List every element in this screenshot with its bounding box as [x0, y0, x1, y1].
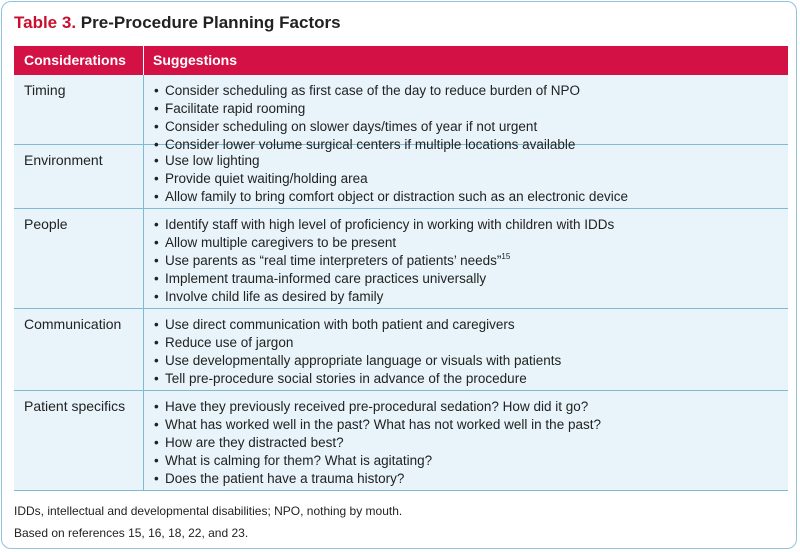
list-item: • Use developmentally appropriate language or visuals with patients	[154, 353, 562, 368]
table-header	[14, 46, 788, 75]
list-item: • Allow family to bring comfort object or distraction such as an electronic device	[154, 189, 628, 204]
table-number: Table 3.	[14, 13, 77, 32]
table-card	[1, 1, 797, 549]
table-title	[14, 13, 341, 33]
list-item: • Use parents as “real time interpreters of patients’ needs”$^{15}$	[154, 252, 511, 268]
bullet-icon: •	[154, 271, 159, 286]
bullet-icon: •	[154, 453, 159, 468]
consideration-cell: Communication	[14, 309, 144, 390]
table-row-communication	[14, 309, 788, 391]
footnote-references: Based on references 15, 16, 18, 22, and 23.	[14, 526, 249, 540]
bullet-icon: •	[154, 371, 159, 386]
table-row-environment	[14, 145, 788, 209]
suggestion-list	[154, 216, 788, 306]
list-item: • Involve child life as desired by family	[154, 289, 384, 304]
suggestions-cell	[144, 145, 788, 208]
bullet-icon: •	[154, 171, 159, 186]
planning-factors-table	[14, 46, 788, 491]
bullet-icon: •	[154, 189, 159, 204]
list-item: • Allow multiple caregivers to be present	[154, 235, 397, 250]
header-suggestions: Suggestions	[153, 52, 238, 68]
table-title-text: Pre-Procedure Planning Factors	[80, 13, 341, 32]
list-item: • Implement trauma-informed care practices universally	[154, 271, 487, 286]
list-item: • Have they previously received pre-procedural sedation? How did it go?	[154, 399, 589, 414]
suggestion-list	[154, 398, 788, 488]
consideration-cell: Environment	[14, 145, 144, 208]
list-item: • What is calming for them? What is agitating?	[154, 453, 433, 468]
bullet-icon: •	[154, 417, 159, 432]
bullet-icon: •	[154, 101, 159, 116]
table-row-people	[14, 209, 788, 309]
bullet-icon: •	[154, 235, 159, 250]
bullet-icon: •	[154, 471, 159, 486]
consideration-cell: Patient specifics	[14, 391, 144, 490]
list-item: • How are they distracted best?	[154, 435, 344, 450]
list-item: • Use low lighting	[154, 153, 260, 168]
list-item: • Provide quiet waiting/holding area	[154, 171, 368, 186]
bullet-icon: •	[154, 317, 159, 332]
consideration-cell: People	[14, 209, 144, 308]
consideration-cell: Timing	[14, 75, 144, 144]
bullet-icon: •	[154, 217, 159, 232]
suggestion-list	[154, 316, 788, 388]
list-item: • Identify staff with high level of proficiency in working with children with IDDs	[154, 217, 615, 232]
bullet-icon: •	[154, 137, 159, 152]
bullet-icon: •	[154, 353, 159, 368]
list-item: • Consider scheduling on slower days/times of year if not urgent	[154, 119, 538, 134]
suggestions-cell	[144, 309, 788, 390]
bullet-icon: •	[154, 399, 159, 414]
bullet-icon: •	[154, 253, 159, 268]
list-item: • Use direct communication with both patient and caregivers	[154, 317, 515, 332]
list-item: • Consider lower volume surgical centers if multiple locations available	[154, 137, 576, 152]
footnote-abbreviations: IDDs, intellectual and developmental disabilities; NPO, nothing by mouth.	[14, 504, 403, 518]
list-item: • Tell pre-procedure social stories in advance of the procedure	[154, 371, 527, 386]
list-item: • Reduce use of jargon	[154, 335, 294, 350]
suggestions-cell	[144, 209, 788, 308]
suggestion-list	[154, 152, 788, 206]
bullet-icon: •	[154, 335, 159, 350]
suggestions-cell	[144, 391, 788, 490]
list-item: • Does the patient have a trauma history?	[154, 471, 405, 486]
list-item: • Consider scheduling as first case of the day to reduce burden of NPO	[154, 83, 580, 98]
bullet-icon: •	[154, 289, 159, 304]
suggestions-cell	[144, 75, 788, 152]
list-item: • What has worked well in the past? What has not worked well in the past?	[154, 417, 601, 432]
bullet-icon: •	[154, 153, 159, 168]
header-considerations: Considerations	[14, 46, 144, 75]
reference-superscript: 15	[501, 252, 511, 261]
list-item: • Facilitate rapid rooming	[154, 101, 306, 116]
table-row-patient-specifics	[14, 391, 788, 491]
bullet-icon: •	[154, 435, 159, 450]
bullet-icon: •	[154, 83, 159, 98]
table-row-timing	[14, 75, 788, 152]
suggestion-list	[154, 82, 788, 154]
bullet-icon: •	[154, 119, 159, 134]
